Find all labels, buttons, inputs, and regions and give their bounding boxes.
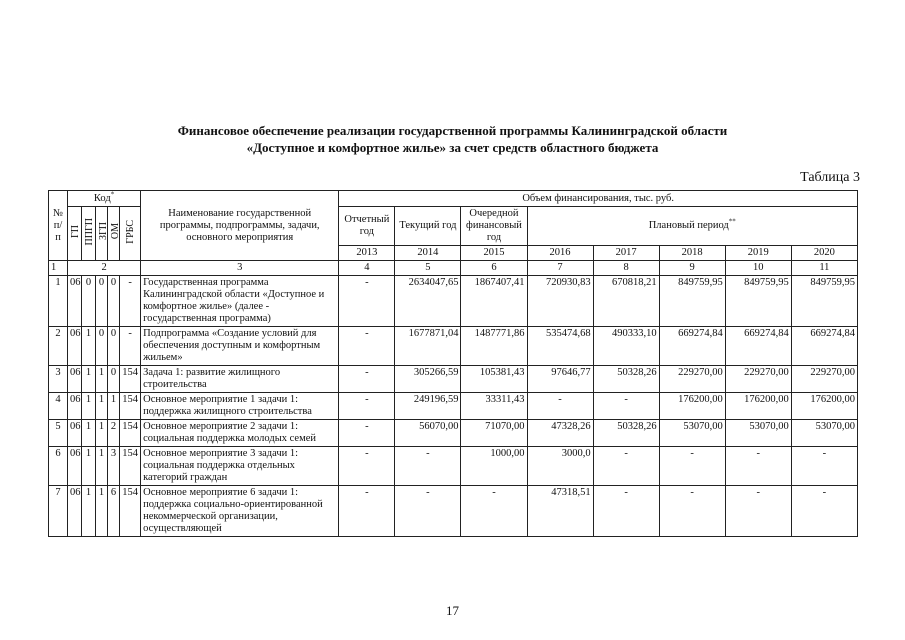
- year-2018: 2018: [659, 246, 725, 261]
- row-name: Подпрограмма «Создание условий для обеспечения доступным и комфортным жильем»: [141, 327, 339, 366]
- row-name: Государственная программа Калининградской области «Доступное и комфортное жилье» (далее - государственная программа): [141, 276, 339, 327]
- header-code: Код*: [68, 191, 141, 207]
- table-row: 2 06 1 0 0 - Подпрограмма «Создание условий для обеспечения доступным и комфортным жильем» - 1677871,04 1487771,86 535474,68 490333,10 669274,84 669274,84 669274,84: [49, 327, 858, 366]
- year-2019: 2019: [725, 246, 791, 261]
- year-2013: 2013: [339, 246, 395, 261]
- row-name: Основное мероприятие 3 задачи 1: социальная поддержка отдельных категорий граждан: [141, 447, 339, 486]
- table-row: 6 06 1 1 3 154 Основное мероприятие 3 задачи 1: социальная поддержка отдельных категорий граждан - - 1000,00 3000,0 - - - -: [49, 447, 858, 486]
- column-number-9: 9: [659, 261, 725, 276]
- column-number-10: 10: [725, 261, 791, 276]
- column-number-8: 8: [593, 261, 659, 276]
- header-current-year: Текущий год: [395, 207, 461, 246]
- page-number: 17: [446, 603, 459, 618]
- header-reporting-year: Отчетный год: [339, 207, 395, 246]
- column-number-4: 4: [339, 261, 395, 276]
- year-2014: 2014: [395, 246, 461, 261]
- table-row: 4 06 1 1 1 154 Основное мероприятие 1 задачи 1: поддержка жилищного строительства - 249196,59 33311,43 - - 176200,00 176200,00 176200,00: [49, 393, 858, 420]
- row-name: Основное мероприятие 2 задачи 1: социальная поддержка молодых семей: [141, 420, 339, 447]
- year-2015: 2015: [461, 246, 527, 261]
- header-code-om: ОМ: [108, 207, 120, 261]
- financing-table: [48, 190, 858, 537]
- header-code-grbs: ГРБС: [120, 207, 141, 261]
- row-name: Основное мероприятие 6 задачи 1: поддержка социально-ориентированной некоммерческой организации, осуществляющей: [141, 486, 339, 537]
- row-name: Задача 1: развитие жилищного строительства: [141, 366, 339, 393]
- table-row: 7 06 1 1 6 154 Основное мероприятие 6 задачи 1: поддержка социально-ориентированной некоммерческой организации, осуществляющей - - - 47318,51 - - - -: [49, 486, 858, 537]
- header-name: Наименование государственной программы, подпрограммы, задачи, основного мероприятия: [141, 191, 339, 261]
- header-code-ppgp: ППГП: [82, 207, 96, 261]
- header-code-gp: ГП: [68, 207, 82, 261]
- column-number-1: 1: [49, 261, 68, 276]
- column-number-11: 11: [791, 261, 857, 276]
- year-2016: 2016: [527, 246, 593, 261]
- column-number-2: 2: [68, 261, 141, 276]
- document-title-line-2: «Доступное и комфортное жилье» за счет средств областного бюджета: [246, 140, 659, 155]
- header-next-year: Очередной финансовый год: [461, 207, 527, 246]
- year-2020: 2020: [791, 246, 857, 261]
- table-row: 3 06 1 1 0 154 Задача 1: развитие жилищного строительства - 305266,59 105381,43 97646,77 50328,26 229270,00 229270,00 229270,00: [49, 366, 858, 393]
- column-number-7: 7: [527, 261, 593, 276]
- header-code-zgp: ЗГП: [96, 207, 108, 261]
- row-name: Основное мероприятие 1 задачи 1: поддержка жилищного строительства: [141, 393, 339, 420]
- table-row: 1 06 0 0 0 - Государственная программа Калининградской области «Доступное и комфортное жилье» (далее - государственная программа) - 2634047,65 1867407,41 720930,83 670818,21 849759,95 849759,95 849759,95: [49, 276, 858, 327]
- header-number: № п/п: [49, 191, 68, 261]
- document-title-line-1: Финансовое обеспечение реализации государственной программы Калининградской области: [177, 123, 728, 138]
- year-2017: 2017: [593, 246, 659, 261]
- header-volume: Объем финансирования, тыс. руб.: [339, 191, 858, 207]
- table-row: 5 06 1 1 2 154 Основное мероприятие 2 задачи 1: социальная поддержка молодых семей - 56070,00 71070,00 47328,26 50328,26 53070,00 53070,00 53070,00: [49, 420, 858, 447]
- column-number-5: 5: [395, 261, 461, 276]
- header-planned-period: Плановый период**: [527, 207, 857, 246]
- column-number-6: 6: [461, 261, 527, 276]
- table-label: Таблица 3: [800, 170, 860, 185]
- column-number-3: 3: [141, 261, 339, 276]
